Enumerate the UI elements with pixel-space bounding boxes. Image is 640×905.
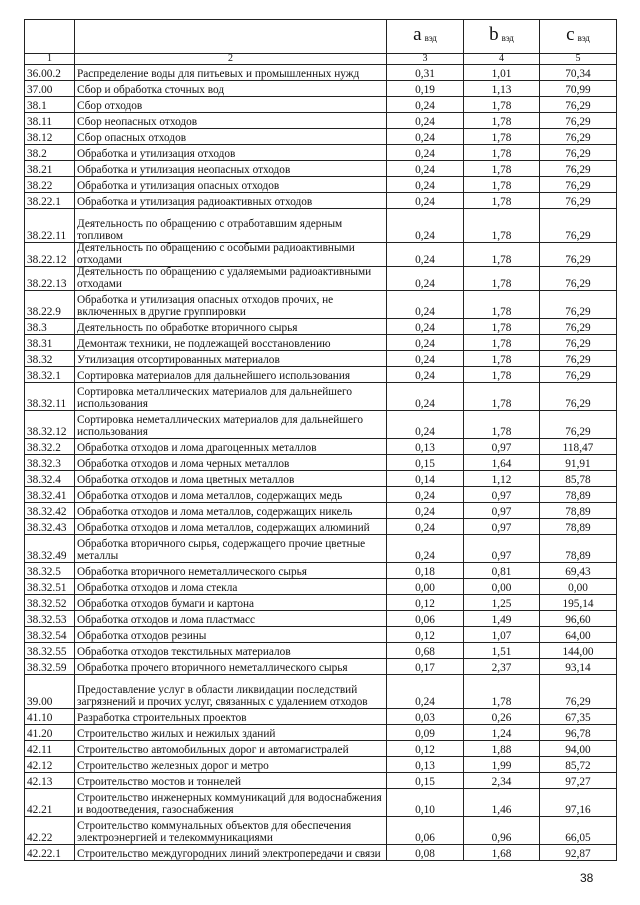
column-number-3: 3: [387, 54, 464, 65]
table-row: [25, 675, 617, 709]
coef-b-cell: 1,12: [464, 471, 540, 487]
table-row: [25, 817, 617, 845]
activity-name-cell: Строительство междугородних линий электропередачи и связи: [75, 845, 387, 861]
code-cell: 38.22.13: [25, 267, 75, 291]
activity-name-cell: Обработка прочего вторичного неметаллического сырья: [75, 659, 387, 675]
coef-b-cell: 1,01: [464, 65, 540, 81]
coef-b-cell: 1,78: [464, 243, 540, 267]
coef-a-cell: 0,06: [387, 611, 464, 627]
code-cell: 38.21: [25, 161, 75, 177]
coef-a-cell: 0,10: [387, 789, 464, 817]
table-row: [25, 487, 617, 503]
coef-c-cell: 0,00: [540, 579, 617, 595]
table-row: [25, 643, 617, 659]
code-cell: 38.32.53: [25, 611, 75, 627]
table-row: [25, 209, 617, 243]
header-col-c: c $_{вэд}$: [540, 20, 617, 54]
coef-b-cell: 1,78: [464, 335, 540, 351]
code-cell: 38.32.3: [25, 455, 75, 471]
coef-c-cell: 76,29: [540, 129, 617, 145]
table-row: [25, 129, 617, 145]
code-cell: 38.3: [25, 319, 75, 335]
coef-c-cell: 76,29: [540, 383, 617, 411]
table-row: [25, 367, 617, 383]
table-row: [25, 145, 617, 161]
column-number-4: 4: [464, 54, 540, 65]
activity-name-cell: Обработка отходов бумаги и картона: [75, 595, 387, 611]
coef-a-cell: 0,13: [387, 757, 464, 773]
coef-a-cell: 0,12: [387, 627, 464, 643]
coef-a-cell: 0,24: [387, 383, 464, 411]
coef-b-cell: 1,78: [464, 267, 540, 291]
activity-name-cell: Строительство коммунальных объектов для обеспечения электроэнергией и телекоммуникациями: [75, 817, 387, 845]
table-row: [25, 519, 617, 535]
activity-name-cell: Деятельность по обработке вторичного сырья: [75, 319, 387, 335]
table-header-row: [25, 20, 617, 54]
code-cell: 38.12: [25, 129, 75, 145]
coef-c-cell: 76,29: [540, 97, 617, 113]
code-cell: 36.00.2: [25, 65, 75, 81]
coef-a-cell: 0,24: [387, 267, 464, 291]
coef-b-cell: 1,78: [464, 113, 540, 129]
coef-b-cell: 1,78: [464, 145, 540, 161]
table-row: [25, 439, 617, 455]
table-row: [25, 535, 617, 563]
table-row: [25, 161, 617, 177]
table-row: [25, 319, 617, 335]
coef-b-cell: 0,81: [464, 563, 540, 579]
activity-name-cell: Деятельность по обращению с отработавшим ядерным топливом: [75, 209, 387, 243]
coef-c-cell: 76,29: [540, 193, 617, 209]
coef-b-cell: 0,97: [464, 519, 540, 535]
table-row: [25, 789, 617, 817]
coef-a-cell: 0,17: [387, 659, 464, 675]
code-cell: 38.32.12: [25, 411, 75, 439]
table-row: [25, 177, 617, 193]
coef-a-cell: 0,00: [387, 579, 464, 595]
coef-a-cell: 0,24: [387, 519, 464, 535]
coef-a-cell: 0,68: [387, 643, 464, 659]
table-row: [25, 267, 617, 291]
activity-name-cell: Обработка отходов и лома черных металлов: [75, 455, 387, 471]
code-cell: 38.2: [25, 145, 75, 161]
coef-b-cell: 1,51: [464, 643, 540, 659]
column-number-5: 5: [540, 54, 617, 65]
coef-c-cell: 97,27: [540, 773, 617, 789]
code-cell: 38.22.9: [25, 291, 75, 319]
code-cell: 38.22.1: [25, 193, 75, 209]
activity-name-cell: Обработка отходов резины: [75, 627, 387, 643]
code-cell: 38.32: [25, 351, 75, 367]
coef-c-cell: 76,29: [540, 675, 617, 709]
table-row: [25, 579, 617, 595]
coef-b-cell: 1,78: [464, 351, 540, 367]
code-cell: 39.00: [25, 675, 75, 709]
coef-b-cell: 0,97: [464, 503, 540, 519]
coef-a-cell: 0,13: [387, 439, 464, 455]
activity-name-cell: Обработка и утилизация опасных отходов прочих, не включенных в другие группировки: [75, 291, 387, 319]
coef-c-cell: 76,29: [540, 291, 617, 319]
coef-c-cell: 76,29: [540, 177, 617, 193]
coef-a-cell: 0,24: [387, 145, 464, 161]
activity-name-cell: Сбор отходов: [75, 97, 387, 113]
coef-b-cell: 1,24: [464, 725, 540, 741]
coef-a-cell: 0,19: [387, 81, 464, 97]
activity-name-cell: Строительство мостов и тоннелей: [75, 773, 387, 789]
code-cell: 38.1: [25, 97, 75, 113]
coef-c-cell: 78,89: [540, 487, 617, 503]
code-cell: 38.32.54: [25, 627, 75, 643]
coef-a-cell: 0,24: [387, 161, 464, 177]
code-cell: 38.11: [25, 113, 75, 129]
table-row: [25, 709, 617, 725]
coef-c-cell: 78,89: [540, 519, 617, 535]
activity-name-cell: Обработка отходов и лома драгоценных металлов: [75, 439, 387, 455]
coef-c-cell: 78,89: [540, 535, 617, 563]
coef-b-cell: 1,78: [464, 411, 540, 439]
coef-c-cell: 66,05: [540, 817, 617, 845]
coef-c-cell: 118,47: [540, 439, 617, 455]
coef-a-cell: 0,24: [387, 129, 464, 145]
coef-b-cell: 1,78: [464, 161, 540, 177]
code-cell: 37.00: [25, 81, 75, 97]
table-row: [25, 455, 617, 471]
coef-b-cell: 1,78: [464, 97, 540, 113]
activity-name-cell: Распределение воды для питьевых и промышленных нужд: [75, 65, 387, 81]
coef-a-cell: 0,15: [387, 773, 464, 789]
coef-c-cell: 76,29: [540, 113, 617, 129]
coef-a-cell: 0,12: [387, 741, 464, 757]
coef-b-cell: 0,00: [464, 579, 540, 595]
coef-a-cell: 0,14: [387, 471, 464, 487]
code-cell: 38.32.41: [25, 487, 75, 503]
table-row: [25, 503, 617, 519]
coef-c-cell: 76,29: [540, 335, 617, 351]
coef-c-cell: 76,29: [540, 161, 617, 177]
table-row: [25, 471, 617, 487]
coef-c-cell: 91,91: [540, 455, 617, 471]
header-code-cell: [25, 20, 75, 54]
activity-name-cell: Демонтаж техники, не подлежащей восстановлению: [75, 335, 387, 351]
coef-c-cell: 76,29: [540, 351, 617, 367]
coef-b-cell: 1,78: [464, 193, 540, 209]
activity-name-cell: Обработка отходов и лома пластмасс: [75, 611, 387, 627]
code-cell: 38.22: [25, 177, 75, 193]
coef-a-cell: 0,24: [387, 113, 464, 129]
activity-name-cell: Обработка и утилизация отходов: [75, 145, 387, 161]
coef-c-cell: 70,34: [540, 65, 617, 81]
coef-b-cell: 1,78: [464, 177, 540, 193]
activity-name-cell: Обработка вторичного сырья, содержащего прочие цветные металлы: [75, 535, 387, 563]
coef-c-cell: 93,14: [540, 659, 617, 675]
coef-c-cell: 78,89: [540, 503, 617, 519]
coef-c-cell: 67,35: [540, 709, 617, 725]
table-row: [25, 97, 617, 113]
coef-b-cell: 1,78: [464, 383, 540, 411]
activity-name-cell: Сбор и обработка сточных вод: [75, 81, 387, 97]
activity-name-cell: Обработка отходов и лома металлов, содержащих медь: [75, 487, 387, 503]
activity-name-cell: Обработка и утилизация опасных отходов: [75, 177, 387, 193]
table-row: [25, 845, 617, 861]
activity-name-cell: Строительство автомобильных дорог и автомагистралей: [75, 741, 387, 757]
coef-a-cell: 0,24: [387, 367, 464, 383]
table-row: [25, 725, 617, 741]
activity-name-cell: Сортировка неметаллических материалов для дальнейшего использования: [75, 411, 387, 439]
code-cell: 38.32.1: [25, 367, 75, 383]
coef-b-cell: 0,97: [464, 535, 540, 563]
coef-b-cell: 1,07: [464, 627, 540, 643]
code-cell: 41.10: [25, 709, 75, 725]
column-number-1: 1: [25, 54, 75, 65]
activity-name-cell: Сортировка металлических материалов для дальнейшего использования: [75, 383, 387, 411]
code-cell: 42.11: [25, 741, 75, 757]
coef-a-cell: 0,08: [387, 845, 464, 861]
code-cell: 42.21: [25, 789, 75, 817]
coef-a-cell: 0,24: [387, 209, 464, 243]
coef-c-cell: 70,99: [540, 81, 617, 97]
coef-a-cell: 0,24: [387, 177, 464, 193]
coef-b-cell: 1,64: [464, 455, 540, 471]
coef-b-cell: 2,34: [464, 773, 540, 789]
coef-a-cell: 0,03: [387, 709, 464, 725]
code-cell: 38.32.51: [25, 579, 75, 595]
coef-a-cell: 0,24: [387, 535, 464, 563]
coef-a-cell: 0,31: [387, 65, 464, 81]
code-cell: 38.32.11: [25, 383, 75, 411]
table-row: [25, 659, 617, 675]
coef-c-cell: 76,29: [540, 243, 617, 267]
header-name-cell: [75, 20, 387, 54]
coef-b-cell: 1,99: [464, 757, 540, 773]
coef-b-cell: 1,68: [464, 845, 540, 861]
table-row: [25, 383, 617, 411]
coef-c-cell: 96,78: [540, 725, 617, 741]
table-row: [25, 411, 617, 439]
coef-b-cell: 1,46: [464, 789, 540, 817]
activity-name-cell: Обработка отходов и лома цветных металлов: [75, 471, 387, 487]
activity-name-cell: Обработка и утилизация неопасных отходов: [75, 161, 387, 177]
code-cell: 38.31: [25, 335, 75, 351]
coefficients-table: [24, 19, 617, 861]
coef-a-cell: 0,24: [387, 193, 464, 209]
coef-a-cell: 0,06: [387, 817, 464, 845]
table-row: [25, 65, 617, 81]
coef-a-cell: 0,18: [387, 563, 464, 579]
coef-c-cell: 76,29: [540, 367, 617, 383]
coef-a-cell: 0,24: [387, 675, 464, 709]
code-cell: 38.32.4: [25, 471, 75, 487]
coef-c-cell: 97,16: [540, 789, 617, 817]
code-cell: 38.22.11: [25, 209, 75, 243]
table-row: [25, 595, 617, 611]
activity-name-cell: Обработка и утилизация радиоактивных отходов: [75, 193, 387, 209]
activity-name-cell: Обработка отходов и лома металлов, содержащих никель: [75, 503, 387, 519]
table-row: [25, 773, 617, 789]
coef-b-cell: 1,25: [464, 595, 540, 611]
code-cell: 38.22.12: [25, 243, 75, 267]
coef-c-cell: 76,29: [540, 145, 617, 161]
code-cell: 38.32.43: [25, 519, 75, 535]
coef-a-cell: 0,24: [387, 503, 464, 519]
code-cell: 42.13: [25, 773, 75, 789]
table-row: [25, 291, 617, 319]
coef-a-cell: 0,24: [387, 243, 464, 267]
coef-b-cell: 1,78: [464, 129, 540, 145]
table-row: [25, 563, 617, 579]
coef-a-cell: 0,24: [387, 335, 464, 351]
coef-b-cell: 1,88: [464, 741, 540, 757]
code-cell: 42.22.1: [25, 845, 75, 861]
coef-a-cell: 0,12: [387, 595, 464, 611]
activity-name-cell: Обработка отходов и лома стекла: [75, 579, 387, 595]
code-cell: 38.32.2: [25, 439, 75, 455]
activity-name-cell: Строительство инженерных коммуникаций для водоснабжения и водоотведения, газоснабжения: [75, 789, 387, 817]
coef-a-cell: 0,24: [387, 319, 464, 335]
activity-name-cell: Сбор неопасных отходов: [75, 113, 387, 129]
coef-b-cell: 1,78: [464, 675, 540, 709]
coef-b-cell: 1,13: [464, 81, 540, 97]
coef-a-cell: 0,09: [387, 725, 464, 741]
coef-c-cell: 85,78: [540, 471, 617, 487]
activity-name-cell: Деятельность по обращению с удаляемыми радиоактивными отходами: [75, 267, 387, 291]
coef-c-cell: 69,43: [540, 563, 617, 579]
coef-c-cell: 92,87: [540, 845, 617, 861]
table-row: [25, 193, 617, 209]
coef-c-cell: 76,29: [540, 209, 617, 243]
activity-name-cell: Утилизация отсортированных материалов: [75, 351, 387, 367]
coef-c-cell: 76,29: [540, 267, 617, 291]
coef-b-cell: 2,37: [464, 659, 540, 675]
coef-c-cell: 96,60: [540, 611, 617, 627]
code-cell: 38.32.5: [25, 563, 75, 579]
table-row: [25, 335, 617, 351]
coef-b-cell: 1,78: [464, 319, 540, 335]
table-row: [25, 757, 617, 773]
code-cell: 38.32.55: [25, 643, 75, 659]
activity-name-cell: Обработка отходов текстильных материалов: [75, 643, 387, 659]
coef-a-cell: 0,24: [387, 487, 464, 503]
table-row: [25, 741, 617, 757]
code-cell: 42.22: [25, 817, 75, 845]
column-number-row: [25, 54, 617, 65]
coef-b-cell: 1,78: [464, 367, 540, 383]
activity-name-cell: Деятельность по обращению с особыми радиоактивными отходами: [75, 243, 387, 267]
coef-b-cell: 0,97: [464, 439, 540, 455]
table-row: [25, 243, 617, 267]
coef-b-cell: 0,96: [464, 817, 540, 845]
coef-b-cell: 1,78: [464, 209, 540, 243]
coef-c-cell: 64,00: [540, 627, 617, 643]
activity-name-cell: Сортировка материалов для дальнейшего использования: [75, 367, 387, 383]
coef-b-cell: 0,26: [464, 709, 540, 725]
table-row: [25, 81, 617, 97]
code-cell: 38.32.42: [25, 503, 75, 519]
table-row: [25, 351, 617, 367]
table-row: [25, 627, 617, 643]
activity-name-cell: Сбор опасных отходов: [75, 129, 387, 145]
header-col-b: b $_{вэд}$: [464, 20, 540, 54]
header-col-a: a $_{вэд}$: [387, 20, 464, 54]
coef-a-cell: 0,15: [387, 455, 464, 471]
coef-a-cell: 0,24: [387, 351, 464, 367]
code-cell: 42.12: [25, 757, 75, 773]
coef-c-cell: 144,00: [540, 643, 617, 659]
coef-a-cell: 0,24: [387, 411, 464, 439]
code-cell: 38.32.52: [25, 595, 75, 611]
code-cell: 38.32.49: [25, 535, 75, 563]
coef-c-cell: 76,29: [540, 319, 617, 335]
activity-name-cell: Обработка вторичного неметаллического сырья: [75, 563, 387, 579]
table-row: [25, 113, 617, 129]
coef-a-cell: 0,24: [387, 291, 464, 319]
coef-c-cell: 94,00: [540, 741, 617, 757]
column-number-2: 2: [75, 54, 387, 65]
coef-b-cell: 1,78: [464, 291, 540, 319]
code-cell: 41.20: [25, 725, 75, 741]
coef-b-cell: 0,97: [464, 487, 540, 503]
code-cell: 38.32.59: [25, 659, 75, 675]
coef-a-cell: 0,24: [387, 97, 464, 113]
coef-c-cell: 195,14: [540, 595, 617, 611]
activity-name-cell: Обработка отходов и лома металлов, содержащих алюминий: [75, 519, 387, 535]
activity-name-cell: Разработка строительных проектов: [75, 709, 387, 725]
activity-name-cell: Строительство железных дорог и метро: [75, 757, 387, 773]
coef-c-cell: 76,29: [540, 411, 617, 439]
table-row: [25, 611, 617, 627]
coef-c-cell: 85,72: [540, 757, 617, 773]
activity-name-cell: Предоставление услуг в области ликвидации последствий загрязнений и прочих услуг, связанных с удалением отходов: [75, 675, 387, 709]
activity-name-cell: Строительство жилых и нежилых зданий: [75, 725, 387, 741]
coef-b-cell: 1,49: [464, 611, 540, 627]
page-number: 38: [580, 871, 594, 885]
